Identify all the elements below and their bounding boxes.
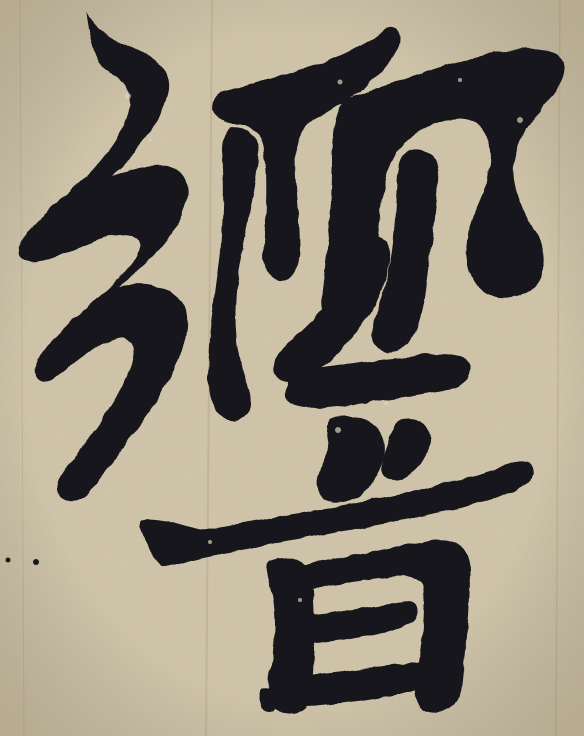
speck: [338, 80, 343, 85]
edge-dot: [33, 559, 39, 565]
speck: [208, 540, 212, 544]
speck: [517, 117, 523, 123]
speck: [125, 93, 131, 99]
speck: [458, 78, 462, 82]
speck: [335, 427, 341, 433]
speck: [298, 598, 302, 602]
edge-dot: [6, 558, 11, 563]
speck: [384, 401, 389, 406]
speck: [148, 138, 152, 142]
